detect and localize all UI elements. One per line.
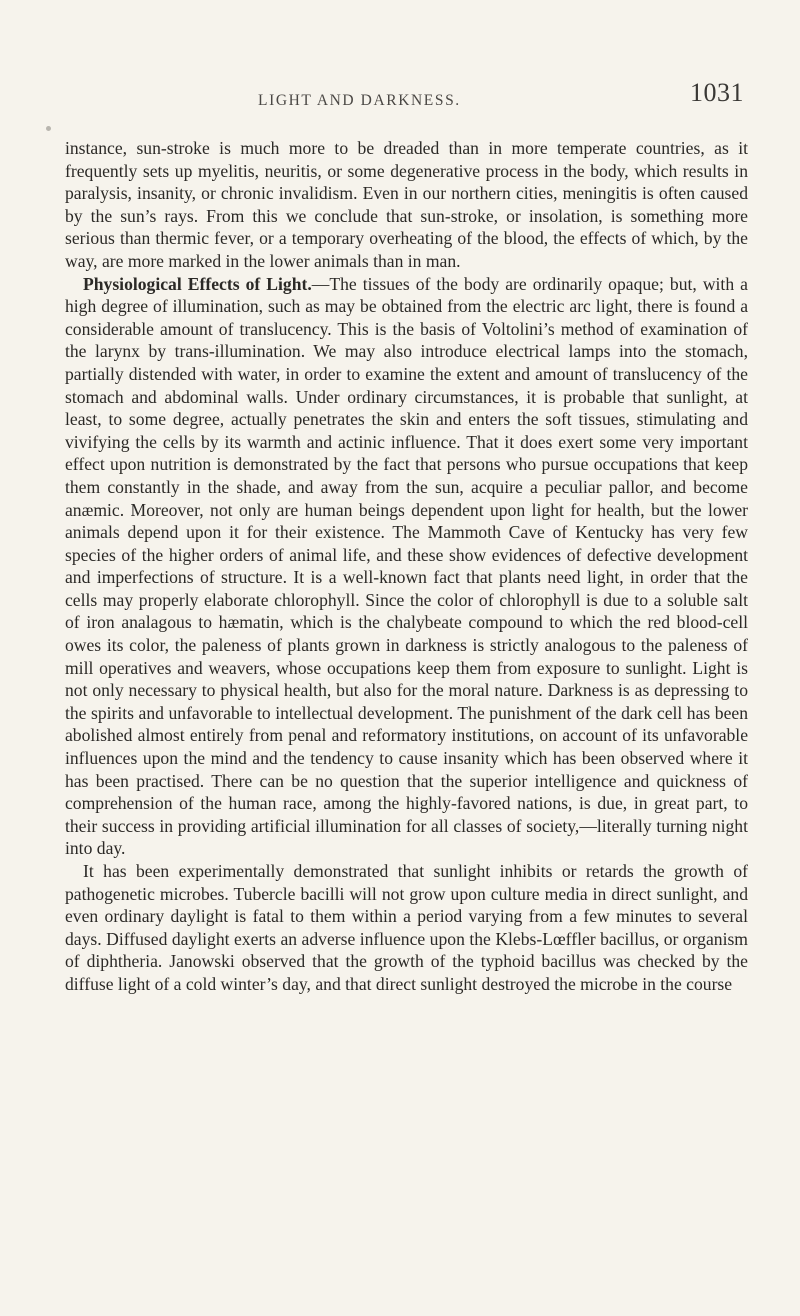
running-title: LIGHT AND DARKNESS.: [258, 92, 461, 109]
paragraph-2: [65, 273, 748, 860]
paragraph-3-text: It has been experimentally demonstrated that sunlight inhibits or retards the growth of pathogenetic microbes. Tubercle bacilli will not grow upon culture media in direct sunlight, and even ordinary daylight is fatal to them within a period varying from a few minutes to several days. Diffused daylight exerts an adverse influence upon the Klebs-Lœffler bacillus, or organism of diphtheria. Janowski observed that the growth of the typhoid bacillus was checked by the diffuse light of a cold winter’s day, and that direct sunlight destroyed the microbe in the course: [65, 861, 748, 994]
page-number: 1031: [690, 78, 744, 107]
paragraph-1-text: instance, sun-stroke is much more to be dreaded than in more temperate countries, as it frequently sets up myelitis, neuritis, or some degenerative process in the body, which results in paralysis, insanity, or chronic invalidism. Even in our northern cities, meningitis is often caused by the sun’s rays. From this we conclude that sun-stroke, or insolation, is something more serious than thermic fever, or a temporary overheating of the blood, the effects of which, by the way, are more marked in the lower animals than in man.: [65, 138, 748, 271]
paragraph-1: [65, 137, 748, 273]
body-text: [65, 137, 748, 996]
section-heading: Physiological Effects of Light.: [83, 273, 312, 294]
margin-dot: [46, 126, 51, 131]
paragraph-2-text: —The tissues of the body are ordinarily opaque; but, with a high degree of illumination, such as may be obtained from the electric arc light, there is found a considerable amount of translucency. This is the basis of Voltolini’s method of examination of the larynx by trans-illumination. We may also introduce electrical lamps into the stomach, partially distended with water, in order to examine the extent and amount of translucency of the stomach and abdominal walls. Under ordinary circumstances, it is probable that sunlight, at least, to some degree, actually penetrates the skin and enters the soft tissues, stimulating and vivifying the cells by its warmth and actinic influence. That it does exert some very important effect upon nutrition is demonstrated by the fact that persons who pursue occupations that keep them constantly in the shade, and away from the sun, acquire a peculiar pallor, and become anæmic. Moreover, not only are human beings dependent upon light for health, but the lower animals depend upon it for their existence. The Mammoth Cave of Kentucky has very few species of the higher orders of animal life, and these show evidences of defective development and imperfections of structure. It is a well-known fact that plants need light, in order that the cells may properly elaborate chlorophyll. Since the color of chlorophyll is due to a soluble salt of iron analagous to hæmatin, which is the chalybeate compound to which the red blood-cell owes its color, the paleness of plants grown in darkness is strictly analogous to the paleness of mill operatives and weavers, whose occupations keep them from exposure to sunlight. Light is not only necessary to physical health, but also for the moral nature. Darkness is as depressing to the spirits and unfavorable to intellectual development. The punishment of the dark cell has been abolished almost entirely from penal and reformatory institutions, on account of its unfavorable influences upon the mind and the tendency to cause insanity which has been observed where it has been practised. There can be no question that the superior intelligence and quickness of comprehension of the human race, among the highly-favored nations, is due, in great part, to their success in providing artificial illumination for all classes of society,—literally turning night into day.: [65, 273, 748, 859]
running-head: [0, 78, 800, 118]
paragraph-3: [65, 860, 748, 996]
